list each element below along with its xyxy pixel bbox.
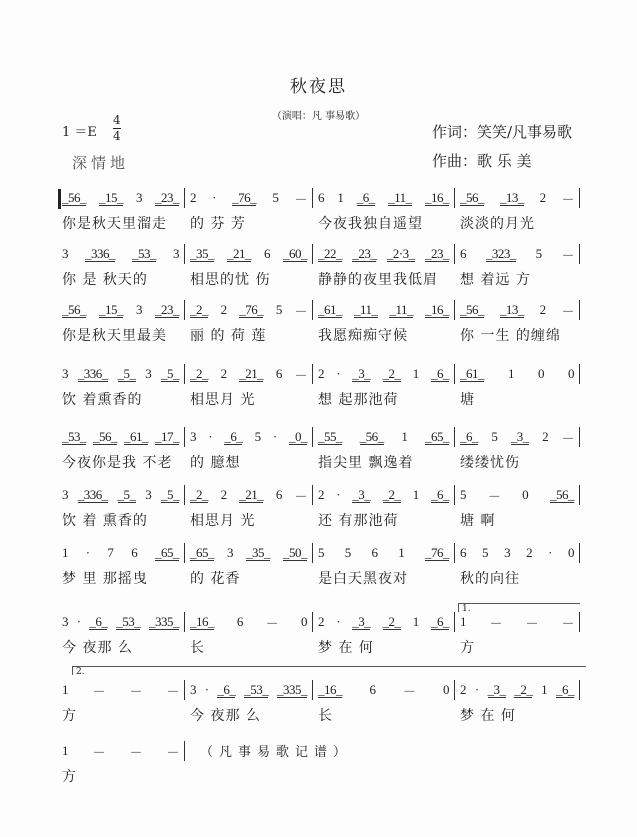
note: 1 xyxy=(62,682,68,697)
note: 0 xyxy=(568,545,574,560)
lyrics-line xyxy=(62,637,582,657)
note: _61_ xyxy=(318,301,342,317)
note: _2_ xyxy=(190,365,208,381)
lyric: 想 着远 方 xyxy=(460,272,531,288)
measure xyxy=(62,543,185,563)
lyric: 饮 着熏香的 xyxy=(62,392,143,408)
note: · xyxy=(212,190,216,205)
note: _16_ xyxy=(424,301,449,317)
measure xyxy=(185,188,313,208)
note: 1 xyxy=(401,429,408,444)
lyric: 方 xyxy=(460,640,475,656)
measure xyxy=(455,427,580,447)
note: _6_ xyxy=(460,428,478,444)
note: · xyxy=(76,614,81,629)
note: · xyxy=(474,682,479,697)
score-row xyxy=(62,543,582,588)
lyric: 是白天黑夜对 xyxy=(318,571,408,587)
lyric: 方 xyxy=(62,769,77,785)
lyricist-credit: 作词：笑笑/凡事易歌 xyxy=(432,123,573,141)
note: _65_ xyxy=(190,544,214,560)
note: _6_ xyxy=(555,681,574,697)
note: － xyxy=(561,247,574,263)
note: 2 xyxy=(220,302,227,317)
score-row xyxy=(62,741,582,786)
lyrics-line xyxy=(62,389,582,409)
note: _335_ xyxy=(276,681,307,697)
note: 5 xyxy=(460,487,466,502)
note: _3_ xyxy=(352,613,371,629)
note: _2·3_ xyxy=(386,245,415,261)
lyric: 静静的夜里我低眉 xyxy=(318,272,438,288)
repeat-start-barline xyxy=(58,189,61,209)
note: _2_ xyxy=(190,486,208,502)
note: _21_ xyxy=(239,486,264,502)
measure xyxy=(455,485,580,505)
note: _3_ xyxy=(487,681,506,697)
note: _336_ xyxy=(77,486,108,502)
lyric: 今 夜那 么 xyxy=(62,640,133,656)
lyrics-line xyxy=(62,325,582,345)
note: _55_ xyxy=(318,428,342,444)
note: _23_ xyxy=(155,301,179,317)
lyric: 梦 在 何 xyxy=(460,708,516,724)
measure xyxy=(185,427,313,447)
note: _76_ xyxy=(232,189,257,205)
note: － xyxy=(294,303,307,319)
notes-line xyxy=(62,427,582,447)
note: － xyxy=(561,303,574,319)
measure xyxy=(62,364,185,384)
notes-line xyxy=(62,612,582,632)
note: 2 xyxy=(460,682,466,697)
note: － xyxy=(265,615,279,631)
note: － xyxy=(294,367,307,383)
note: _50_ xyxy=(283,544,307,560)
note: 3 xyxy=(504,545,511,560)
lyric: 你 一生 的缠绵 xyxy=(460,328,561,344)
note: 2 xyxy=(220,366,227,381)
notes-line xyxy=(62,543,582,563)
note: 1 xyxy=(412,614,419,629)
note: _21_ xyxy=(239,365,264,381)
note: _65_ xyxy=(154,544,179,560)
note: _11_ xyxy=(388,189,412,205)
notes-line xyxy=(62,364,582,384)
key-signature: 1 ＝E xyxy=(62,125,97,140)
note: 3 xyxy=(190,682,196,697)
lyrics-line xyxy=(62,568,582,588)
note: _53_ xyxy=(62,428,86,444)
note: 3 xyxy=(227,545,233,560)
measure xyxy=(185,485,313,505)
note: 2 xyxy=(318,487,324,502)
score-row xyxy=(62,300,582,345)
score-row xyxy=(62,485,582,530)
note: 2 xyxy=(220,487,227,502)
note: 3 xyxy=(173,246,179,261)
lyric: 秋的向往 xyxy=(460,571,520,587)
note: 5 xyxy=(344,545,351,560)
measure xyxy=(313,244,455,264)
score-row xyxy=(62,188,582,233)
note: _56_ xyxy=(550,486,574,502)
note: － xyxy=(525,615,538,631)
measure xyxy=(313,485,455,505)
notes-line xyxy=(62,244,582,264)
note: · xyxy=(272,429,277,444)
lyric: 长 xyxy=(190,640,205,656)
note: _336_ xyxy=(77,365,108,381)
measure xyxy=(455,188,580,208)
note: _335_ xyxy=(148,613,179,629)
lyric: 方 xyxy=(62,708,77,724)
note: 5 xyxy=(272,190,279,205)
note: － xyxy=(92,744,105,760)
note: _5_ xyxy=(161,486,179,502)
score-row xyxy=(62,427,582,472)
note: · xyxy=(336,366,341,381)
note: 6 xyxy=(236,614,243,629)
measure xyxy=(185,612,313,632)
note: _5_ xyxy=(161,365,179,381)
note: _60_ xyxy=(283,245,307,261)
measure xyxy=(62,427,185,447)
measure xyxy=(62,300,185,320)
lyric: 相思月 光 xyxy=(190,513,256,529)
note: 0 xyxy=(442,682,449,697)
time-numerator: 4 xyxy=(113,113,121,127)
note: _323_ xyxy=(485,245,516,261)
note: · xyxy=(548,545,552,560)
note: － xyxy=(92,683,105,699)
measure xyxy=(62,188,185,208)
note: 1 xyxy=(62,743,68,758)
measure xyxy=(62,680,185,700)
score-row xyxy=(62,680,582,725)
measure xyxy=(455,612,580,632)
note: _15_ xyxy=(99,301,123,317)
note: 1 xyxy=(460,614,466,629)
tempo-marking: 深情地 xyxy=(72,154,130,172)
note: 1 xyxy=(412,366,419,381)
note: _53_ xyxy=(132,245,156,261)
lyric: 丽 的 荷 莲 xyxy=(190,328,267,344)
measure xyxy=(313,364,455,384)
note: _56_ xyxy=(62,301,86,317)
lyrics-line xyxy=(62,452,582,472)
note: 2 xyxy=(539,190,546,205)
note: _22_ xyxy=(318,245,342,261)
note: 3 xyxy=(62,487,68,502)
note: 3 xyxy=(62,614,68,629)
note: _35_ xyxy=(190,245,214,261)
lyric: 饮 着 熏香的 xyxy=(62,513,148,529)
note: _53_ xyxy=(244,681,269,697)
note: 3 xyxy=(190,429,196,444)
lyric: 指尖里 飘逸着 xyxy=(318,455,414,471)
note: _56_ xyxy=(62,189,86,205)
lyric: 塘 啊 xyxy=(460,513,496,529)
measure xyxy=(455,680,580,700)
lyric: 相思月 光 xyxy=(190,392,256,408)
note: 0 xyxy=(538,366,544,381)
note: 5 xyxy=(491,429,498,444)
note: － xyxy=(561,191,574,207)
note: － xyxy=(561,615,574,631)
note: 1 xyxy=(62,545,68,560)
composer-credit: 作曲：歌 乐 美 xyxy=(432,152,532,170)
measure xyxy=(313,427,455,447)
lyric: 相思的忧 伤 xyxy=(190,272,271,288)
note: － xyxy=(402,683,416,699)
note: _35_ xyxy=(246,544,270,560)
note: － xyxy=(561,430,574,446)
lyrics-line xyxy=(62,705,582,725)
note: _2_ xyxy=(382,613,401,629)
note: 0 xyxy=(522,487,529,502)
lyrics-line xyxy=(62,213,582,233)
notes-line xyxy=(62,680,582,700)
measure xyxy=(313,188,455,208)
note: － xyxy=(129,744,142,760)
note: _53_ xyxy=(116,613,141,629)
transcriber-note: （凡事易歌记谱） xyxy=(200,745,353,760)
note: _76_ xyxy=(425,544,449,560)
singer-credit: （演唱：凡 事易歌） xyxy=(271,111,366,122)
measure xyxy=(185,680,313,700)
measure xyxy=(62,244,185,264)
note: 6 xyxy=(460,246,466,261)
lyric: 的 芬 芳 xyxy=(190,216,246,232)
lyric: 长 xyxy=(318,708,333,724)
measure xyxy=(313,680,455,700)
note: － xyxy=(166,744,179,760)
note: · xyxy=(336,487,341,502)
lyrics-line xyxy=(62,510,582,530)
note: _6_ xyxy=(224,428,243,444)
note: 5 xyxy=(482,545,489,560)
note: _2_ xyxy=(382,486,401,502)
song-title: 秋夜思 xyxy=(290,77,347,97)
lyric: 淡淡的月光 xyxy=(460,216,535,232)
note: _15_ xyxy=(99,189,123,205)
note: 6 xyxy=(275,366,282,381)
notes-line xyxy=(62,300,582,320)
measure xyxy=(313,300,455,320)
measure xyxy=(455,543,580,563)
note: 1 xyxy=(398,545,405,560)
note: _56_ xyxy=(460,189,484,205)
note: _13_ xyxy=(499,301,524,317)
lyric: 今夜我独自遥望 xyxy=(318,216,423,232)
lyric: 梦 在 何 xyxy=(318,640,374,656)
note: _61_ xyxy=(460,365,484,381)
note: － xyxy=(129,683,142,699)
note: 3 xyxy=(136,302,142,317)
note: 6 xyxy=(131,545,138,560)
notes-line xyxy=(62,188,582,208)
measure xyxy=(62,612,185,632)
measure xyxy=(455,300,580,320)
note: 2 xyxy=(526,545,533,560)
note: 2 xyxy=(542,429,549,444)
note: · xyxy=(208,429,213,444)
note: _6_ xyxy=(356,189,375,205)
note: 3 xyxy=(145,487,152,502)
note: 6 xyxy=(264,246,270,261)
note: 5 xyxy=(318,545,324,560)
note: _56_ xyxy=(359,428,384,444)
note: 5 xyxy=(275,302,282,317)
lyric: 想 起那池荷 xyxy=(318,392,399,408)
note: _16_ xyxy=(424,189,449,205)
note: 6 xyxy=(318,190,324,205)
measure xyxy=(62,485,185,505)
measure xyxy=(455,244,580,264)
note: － xyxy=(294,488,307,504)
note: 2 xyxy=(318,614,324,629)
note: 0 xyxy=(568,366,574,381)
note: － xyxy=(294,191,307,207)
notes-line xyxy=(62,485,582,505)
note: 3 xyxy=(136,190,142,205)
note: 7 xyxy=(107,545,114,560)
score-row xyxy=(62,612,582,657)
note: 1 xyxy=(337,190,344,205)
measure xyxy=(185,244,313,264)
note: _336_ xyxy=(85,245,115,261)
note: － xyxy=(487,488,501,504)
note: _16_ xyxy=(190,613,214,629)
note: 2 xyxy=(539,302,546,317)
lyric: 还 有那池荷 xyxy=(318,513,399,529)
note: _2_ xyxy=(514,681,533,697)
note: _6_ xyxy=(430,486,449,502)
measure xyxy=(62,741,185,761)
note: － xyxy=(166,683,179,699)
lyric: 的 臆想 xyxy=(190,455,241,471)
note: _56_ xyxy=(93,428,117,444)
note: _21_ xyxy=(227,245,251,261)
note: 3 xyxy=(145,366,152,381)
note: _2_ xyxy=(190,301,208,317)
measure xyxy=(185,364,313,384)
lyrics-line xyxy=(62,269,582,289)
lyric: 你是秋天里溜走 xyxy=(62,216,167,232)
lyric: 的 花香 xyxy=(190,571,241,587)
note: _23_ xyxy=(424,245,449,261)
time-denominator: 4 xyxy=(113,129,121,143)
lyric: 梦 里 那摇曳 xyxy=(62,571,148,587)
note: _3_ xyxy=(352,486,371,502)
note: _76_ xyxy=(239,301,264,317)
note: 6 xyxy=(460,545,466,560)
lyric: 我愿痴痴守候 xyxy=(318,328,408,344)
note: _3_ xyxy=(352,365,371,381)
note: 1 xyxy=(541,682,548,697)
note: 5 xyxy=(254,429,261,444)
note: 3 xyxy=(62,246,68,261)
note: · xyxy=(336,614,341,629)
measure xyxy=(313,543,455,563)
note: _11_ xyxy=(353,301,378,317)
note: _2_ xyxy=(382,365,401,381)
lyric: 今夜你是我 不老 xyxy=(62,455,173,471)
note: _6_ xyxy=(430,365,449,381)
note: 1 xyxy=(508,366,514,381)
lyric: 塘 xyxy=(460,392,475,408)
note: 0 xyxy=(301,614,307,629)
measure xyxy=(455,364,580,384)
note: · xyxy=(204,682,209,697)
note: _5_ xyxy=(117,365,136,381)
note: _65_ xyxy=(424,428,449,444)
notes-line xyxy=(62,741,582,761)
lyrics-line xyxy=(62,766,582,786)
note: _6_ xyxy=(89,613,108,629)
note: _16_ xyxy=(318,681,342,697)
measure xyxy=(313,612,455,632)
lyric: 缕缕忧伤 xyxy=(460,455,520,471)
note: _56_ xyxy=(460,301,484,317)
note: 2 xyxy=(318,366,324,381)
note: _0_ xyxy=(288,428,307,444)
score-row xyxy=(62,364,582,409)
volta-1: 1. xyxy=(458,603,580,612)
lyric: 你是秋天里最美 xyxy=(62,328,167,344)
score-row xyxy=(62,244,582,289)
note: 3 xyxy=(62,366,68,381)
measure xyxy=(185,543,313,563)
note: _6_ xyxy=(430,613,449,629)
note: _3_ xyxy=(510,428,529,444)
note: _23_ xyxy=(155,189,179,205)
note: _23_ xyxy=(352,245,377,261)
volta-2: 2. xyxy=(72,666,586,675)
note: 2 xyxy=(190,190,196,205)
note: 5 xyxy=(535,246,542,261)
note: _11_ xyxy=(389,301,413,317)
note: _13_ xyxy=(499,189,524,205)
note: · xyxy=(85,545,90,560)
note: 1 xyxy=(412,487,419,502)
note: 6 xyxy=(369,682,376,697)
note: _61_ xyxy=(124,428,148,444)
note: _17_ xyxy=(155,428,179,444)
note: _5_ xyxy=(117,486,136,502)
lyric: 今 夜那 么 xyxy=(190,708,261,724)
measure xyxy=(185,300,313,320)
time-signature xyxy=(113,113,121,144)
note: － xyxy=(489,615,502,631)
note: 6 xyxy=(275,487,282,502)
note: _6_ xyxy=(217,681,236,697)
lyric: 你 是 秋天的 xyxy=(62,272,148,288)
note: 6 xyxy=(371,545,378,560)
